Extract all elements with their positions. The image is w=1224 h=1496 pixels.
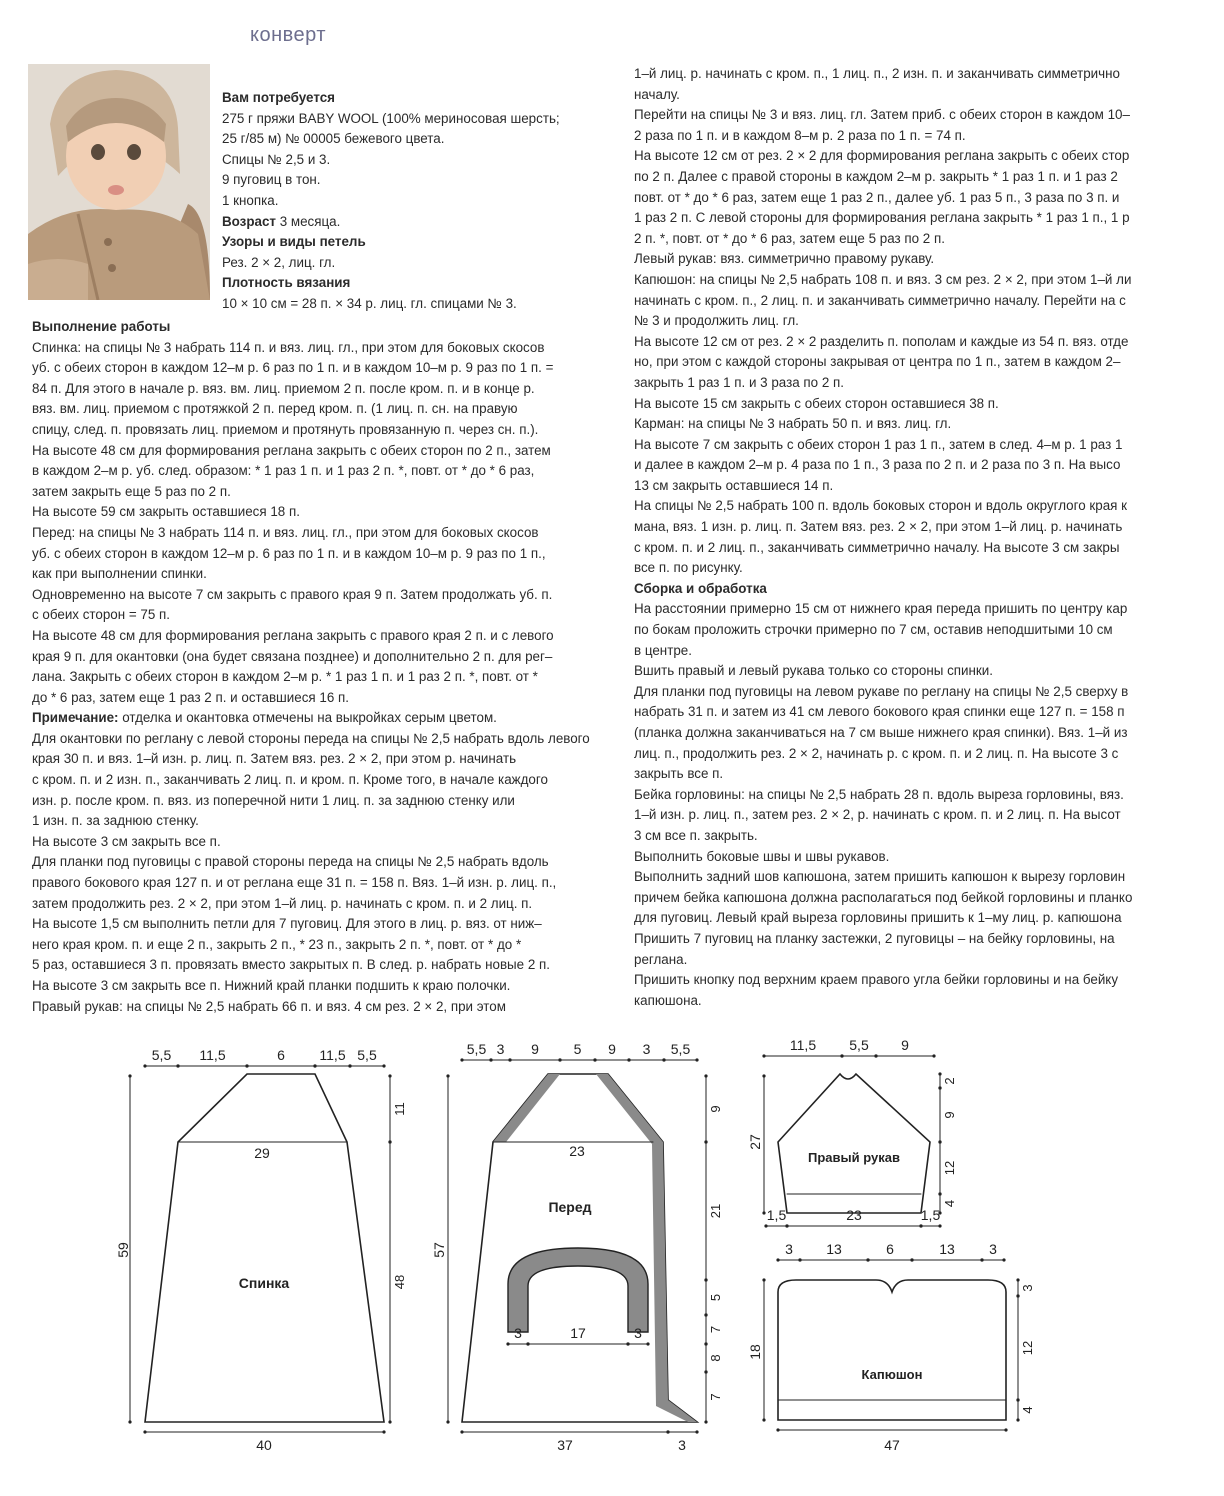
bold-label: Примечание: [32, 710, 119, 726]
instruction-line: На высоте 59 см закрыть оставшиеся 18 п. [32, 504, 300, 520]
instruction-line: затем закрыть еще 5 раз по 2 п. [32, 483, 231, 499]
instruction-line: вяз. вм. лиц. приемом с протяжкой 2 п. перед кром. п. (1 лиц. п. сн. на правую [32, 401, 518, 417]
instruction-line: Пришить кнопку под верхним краем правого угла бейки горловины и на бейку [634, 972, 1119, 988]
instruction-line: 2 раза по 1 п. и в каждом 8–м р. 2 раза по 1 п. = 74 п. [634, 127, 966, 143]
instruction-line: Карман: на спицы № 3 набрать 50 п. и вяз. лиц. гл. [634, 416, 952, 432]
instruction-line: На высоте 1,5 см выполнить петли для 7 пуговиц. Для этого в лиц. р. вяз. от ниж– [32, 916, 542, 932]
dimension-label: 37 [557, 1437, 573, 1453]
dimension-label: 5,5 [849, 1037, 869, 1053]
instruction-line: Бейка горловины: на спицы № 2,5 набрать 28 п. вдоль выреза горловины, вяз. [634, 786, 1124, 802]
instruction-line: как при выполнении спинки. [32, 566, 207, 582]
dimension-label: 3 [678, 1437, 686, 1453]
instruction-line: 2 п. *, повт. от * до * 6 раз, затем еще 5 раз по 2 п. [634, 230, 945, 246]
instruction-line: в центре. [634, 642, 692, 658]
dimension-label: 5,5 [466, 1041, 487, 1057]
dimension-label: 1,5 [920, 1207, 941, 1223]
dimension-label: 40 [256, 1437, 272, 1453]
instruction-line: затем продолжить рез. 2 × 2, при этом 1–й лиц. р. начинать с кром. п. и 2 лиц. п. [32, 895, 533, 911]
materials-line: 25 г/85 м) № 00005 бежевого цвета. [222, 131, 445, 147]
instruction-line: На высоте 48 см для формирования реглана закрыть с правого края 2 п. и с левого [32, 627, 554, 643]
front-title: Перед [548, 1199, 592, 1215]
instruction-line: начинать с кром. п., 2 лиц. п. и заканчивать симметрично началу. Перейти на с [634, 292, 1126, 308]
page-title: конверт [250, 24, 327, 46]
dimension-label: 9 [901, 1037, 909, 1053]
instruction-line: все п. по рисунку. [634, 560, 743, 576]
instruction-line: 84 п. Для этого в начале р. вяз. вм. лиц. приемом 2 п. после кром. п. и в конце р. [32, 380, 535, 396]
instruction-line: мана, вяз. 1 изн. р. лиц. п. Затем вяз. рез. 2 × 2, при этом 1–й лиц. р. начинать [634, 519, 1123, 535]
hood-title: Капюшон [861, 1367, 923, 1382]
instruction-line: 1 изн. п. за заднюю стенку. [32, 813, 199, 829]
dimension-label: 1,5 [766, 1207, 787, 1223]
dimension-label: 3 [496, 1041, 505, 1057]
instruction-line: причем бейка капюшона должна располагаться под бейкой горловины и планко [634, 889, 1133, 905]
dimension-label: 27 [747, 1134, 763, 1150]
instruction-line: по бокам проложить строчки примерно по 7 см, оставив неподшитыми 10 см [634, 622, 1113, 638]
instruction-line: 13 см закрыть оставшиеся 14 п. [634, 477, 834, 493]
dimension-label: 9 [608, 1041, 616, 1057]
instruction-line: в каждом 2–м р. уб. след. образом: * 1 раз 1 п. и 1 раз 2 п. *, повт. от * до * 6 раз, [32, 463, 535, 479]
instruction-line: № 3 и продолжить лиц. гл. [634, 313, 799, 329]
text-line: отделка и окантовка отмечены на выкройках серым цветом. [118, 710, 497, 726]
materials-line: 9 пуговиц в тон. [222, 172, 321, 188]
instruction-line: Выполнить боковые швы и швы рукавов. [634, 848, 890, 864]
dimension-label: 5,5 [357, 1047, 377, 1063]
baby-photo [28, 64, 210, 300]
dimension-label: 12 [1020, 1340, 1035, 1356]
materials-block [222, 88, 602, 315]
instruction-line: изн. р. после кром. п. вяз. из поперечной нити 1 лиц. п. за заднюю стенку или [32, 792, 515, 808]
dimension-label: 8 [708, 1354, 723, 1362]
dimension-label: 21 [708, 1203, 723, 1219]
materials-line: 275 г пряжи BABY WOOL (100% мериносовая шерсть; [222, 110, 560, 126]
instruction-line: и далее в каждом 2–м р. 4 раза по 1 п., 3 раза по 2 п. и 2 раза по 3 п. На высо [634, 457, 1121, 473]
instruction-line: 1–й изн. р. лиц. п., затем рез. 2 × 2, р. начинать с кром. п. и 2 лиц. п. На высот [634, 807, 1121, 823]
instruction-line: Для планки под пуговицы на левом рукаве по реглану на спицы № 2,5 сверху в [634, 683, 1129, 699]
dimension-label: 9 [531, 1041, 539, 1057]
instruction-line: Вшить правый и левый рукава только со стороны спинки. [634, 663, 993, 679]
dimension-label: 2 [942, 1077, 957, 1085]
instruction-line: с обеих сторон = 75 п. [32, 607, 170, 623]
instruction-line: Пришить 7 пуговиц на планку застежки, 2 пуговицы – на бейку горловины, на [634, 930, 1115, 946]
dimension-label: 17 [570, 1325, 586, 1341]
materials-line: Плотность вязания [222, 275, 351, 291]
instruction-line: края 9 п. для окантовки (она будет связана позднее) и дополнительно 2 п. для рег– [32, 648, 553, 664]
dimension-label: 5 [573, 1041, 582, 1057]
dimension-label: 57 [431, 1242, 447, 1258]
pattern-diagrams [0, 1030, 1224, 1496]
dimension-label: 48 [392, 1274, 407, 1290]
instruction-line: Правый рукав: на спицы № 2,5 набрать 66 п. и вяз. 4 см рез. 2 × 2, при этом [32, 998, 506, 1014]
instruction-line: с кром. п. и 2 лиц. п., заканчивать симметрично началу. На высоте 3 см закры [634, 539, 1120, 555]
instruction-line: но, при этом с каждой стороны закрывая от центра по 1 п., затем в каждом 2– [634, 354, 1121, 370]
dimension-label: 3 [634, 1325, 642, 1341]
sleeve-outline [778, 1074, 930, 1213]
bold-label: Возраст [222, 213, 276, 229]
materials-line: Вам потребуется [222, 90, 335, 105]
instruction-line: Левый рукав: вяз. симметрично правому рукаву. [634, 251, 935, 267]
dimension-label: 13 [939, 1241, 955, 1257]
instruction-line: На высоте 7 см закрыть с обеих сторон 1 раз 1 п., затем в след. 4–м р. 1 раз 1 [634, 436, 1123, 452]
instructions-right-column [634, 64, 1174, 1011]
dimension-label: 4 [1020, 1406, 1035, 1414]
instruction-line: Капюшон: на спицы № 2,5 набрать 108 п. и вяз. 3 см рез. 2 × 2, при этом 1–й ли [634, 271, 1132, 287]
instruction-line: Выполнение работы [32, 319, 171, 334]
dimension-label: 4 [942, 1199, 957, 1208]
instruction-line: края 30 п. и вяз. 1–й изн. р. лиц. п. Затем вяз. рез. 2 × 2, при этом р. начинать [32, 751, 517, 767]
dimension-label: 6 [886, 1241, 894, 1257]
instruction-line: закрыть все п. [634, 766, 724, 782]
instruction-line: 1 раз 2 п. С левой стороны для формирования реглана закрыть * 1 раз 1 п., 1 р [634, 210, 1130, 226]
instruction-line: (планка должна заканчиваться на 7 см выше нижнего края спинки). Вяз. 1–й из [634, 725, 1128, 740]
dimension-label: 6 [277, 1047, 285, 1063]
instruction-line: Для планки под пуговицы с правой стороны переда на спицы № 2,5 набрать вдоль [32, 854, 549, 870]
instruction-line: Для окантовки по реглану с левой стороны переда на спицы № 2,5 набрать вдоль левого [32, 730, 590, 746]
dimension-label: 3 [514, 1325, 522, 1341]
instruction-line: капюшона. [634, 992, 702, 1008]
back-outline [145, 1074, 384, 1422]
instruction-line: На высоте 48 см для формирования реглана закрыть с обеих сторон по 2 п., затем [32, 442, 551, 458]
text-line: 3 месяца. [275, 213, 341, 229]
materials-line: Спицы № 2,5 и 3. [222, 151, 331, 167]
instruction-line: На высоте 12 см от рез. 2 × 2 разделить п. пополам и каждые из 54 п. вяз. отде [634, 333, 1129, 349]
instruction-line: до * 6 раз, затем еще 1 раз 2 п. и оставшиеся 16 п. [32, 689, 349, 705]
instruction-line: уб. с обеих сторон в каждом 12–м р. 6 раз по 1 п. и в каждом 10–м р. 9 раз по 1 п., [32, 545, 546, 561]
instruction-line: На высоте 3 см закрыть все п. [32, 833, 221, 849]
dimension-label: 7 [708, 1325, 723, 1334]
dimension-label: 18 [747, 1344, 763, 1360]
instruction-line: На расстоянии примерно 15 см от нижнего края переда пришить по центру кар [634, 601, 1128, 617]
instruction-line: него края кром. п. и еще 2 п., закрыть 2 п., * 23 п., закрыть 2 п. *, повт. от * до * [32, 936, 522, 952]
instruction-line: правого бокового края 127 п. и от реглана еще 31 п. = 158 п. Вяз. 1–й изн. р. лиц. п., [32, 875, 557, 891]
instruction-line: Сборка и обработка [634, 580, 767, 596]
instruction-line: На высоте 12 см от рез. 2 × 2 для формирования реглана закрыть с обеих стор [634, 148, 1130, 164]
materials-line: 10 × 10 см = 28 п. × 34 р. лиц. гл. спицами № 3. [222, 295, 517, 311]
instruction-line: Спинка: на спицы № 3 набрать 114 п. и вяз. лиц. гл., при этом для боковых скосов [32, 339, 545, 355]
materials-line: Рез. 2 × 2, лиц. гл. [222, 254, 336, 270]
materials-line [222, 212, 602, 233]
instruction-line: 5 раз, оставшиеся 3 п. провязать вместо закрытых п. В след. р. набрать новые 2 п. [32, 957, 550, 973]
materials-line: Узоры и виды петель [222, 234, 366, 250]
dimension-label: 23 [569, 1143, 585, 1159]
dimension-label: 13 [826, 1241, 842, 1257]
instruction-line: закрыть 1 раз 1 п. и 3 раза по 2 п. [634, 374, 844, 390]
back-title: Спинка [238, 1275, 290, 1291]
dimension-label: 11 [392, 1102, 407, 1116]
dimension-label: 9 [708, 1105, 723, 1113]
dimension-label: 9 [942, 1111, 957, 1119]
instruction-line: для пуговиц. Левый край выреза горловины пришить к 1–му лиц. р. капюшона [634, 910, 1122, 926]
dimension-label: 3 [989, 1241, 997, 1257]
dimension-label: 11,5 [199, 1047, 226, 1063]
dimension-label: 11,5 [319, 1047, 346, 1063]
dimension-label: 3 [1020, 1284, 1035, 1292]
dimension-label: 7 [708, 1393, 723, 1401]
instruction-line: На высоте 3 см закрыть все п. Нижний край планки подшить к краю полочки. [32, 978, 511, 993]
instruction-line: уб. с обеих сторон в каждом 12–м р. 6 раз по 1 п. и в каждом 10–м р. 9 раз по 1 п. = [32, 360, 554, 376]
instruction-line: регланa. [634, 951, 688, 967]
dimension-label: 11,5 [789, 1037, 817, 1053]
instruction-line: лиц. п., продолжить рез. 2 × 2, начинать р. с кром. п. и 2 лиц. п. На высоте 3 с [634, 745, 1119, 761]
instruction-line: лана. Закрыть с обеих сторон в каждом 2–м р. * 1 раз 1 п. и 1 раз 2 п. *, повт. от * [32, 669, 538, 685]
dimension-label: 5 [708, 1293, 723, 1302]
instruction-line: с кром. п. и 2 изн. п., заканчивать 2 лиц. п. и кром. п. Кроме того, в начале каждого [32, 772, 548, 788]
instruction-line: На спицы № 2,5 набрать 100 п. вдоль боковых сторон и вдоль округлого края к [634, 498, 1127, 514]
instruction-line: набрать 31 п. и затем из 41 см левого бокового края спинки еще 127 п. = 158 п [634, 704, 1125, 720]
instruction-line: Перед: на спицы № 3 набрать 114 п. и вяз. лиц. гл., при этом для боковых скосов [32, 524, 539, 540]
hood-outline [778, 1280, 1006, 1420]
instruction-line: 3 см все п. закрыть. [634, 827, 758, 843]
materials-line: 1 кнопка. [222, 192, 279, 208]
instruction-line: началу. [634, 86, 680, 102]
dimension-label: 3 [785, 1241, 793, 1257]
dimension-label: 3 [642, 1041, 651, 1057]
dimension-label: 47 [884, 1437, 900, 1453]
dimension-label: 23 [846, 1207, 862, 1223]
sleeve-title: Правый рукав [808, 1150, 900, 1165]
dimension-label: 12 [942, 1160, 957, 1176]
instruction-line: Выполнить задний шов капюшона, затем пришить капюшон к вырезу горловин [634, 869, 1126, 885]
dimension-label: 5,5 [151, 1047, 172, 1063]
instruction-line: повт. от * до * 6 раз, затем еще 1 раз 2 п., далее уб. 1 раз 5 п., 3 раза по 3 п. и [634, 189, 1120, 205]
instruction-line: по 2 п. Далее с правой стороны в каждом 2–м р. закрыть * 1 раз 1 п. и 1 раз 2 [634, 168, 1118, 184]
instruction-line [32, 708, 608, 729]
instruction-line: Одновременно на высоте 7 см закрыть с правого края 9 п. Затем продолжать уб. п. [32, 586, 553, 602]
dimension-label: 5,5 [670, 1041, 691, 1057]
instructions-left-column [32, 317, 608, 1017]
dimension-label: 29 [254, 1145, 270, 1161]
instruction-line: спицу, след. п. провязать лиц. приемом и протянуть провязанную п. через сн. п.). [32, 421, 539, 437]
instruction-line: Перейти на спицы № 3 и вяз. лиц. гл. Затем приб. с обеих сторон в каждом 10– [634, 107, 1130, 123]
instruction-line: На высоте 15 см закрыть с обеих сторон оставшиеся 38 п. [634, 395, 999, 411]
dimension-label: 59 [115, 1242, 131, 1258]
instruction-line: 1–й лиц. р. начинать с кром. п., 1 лиц. п., 2 изн. п. и заканчивать симметрично [634, 66, 1120, 81]
